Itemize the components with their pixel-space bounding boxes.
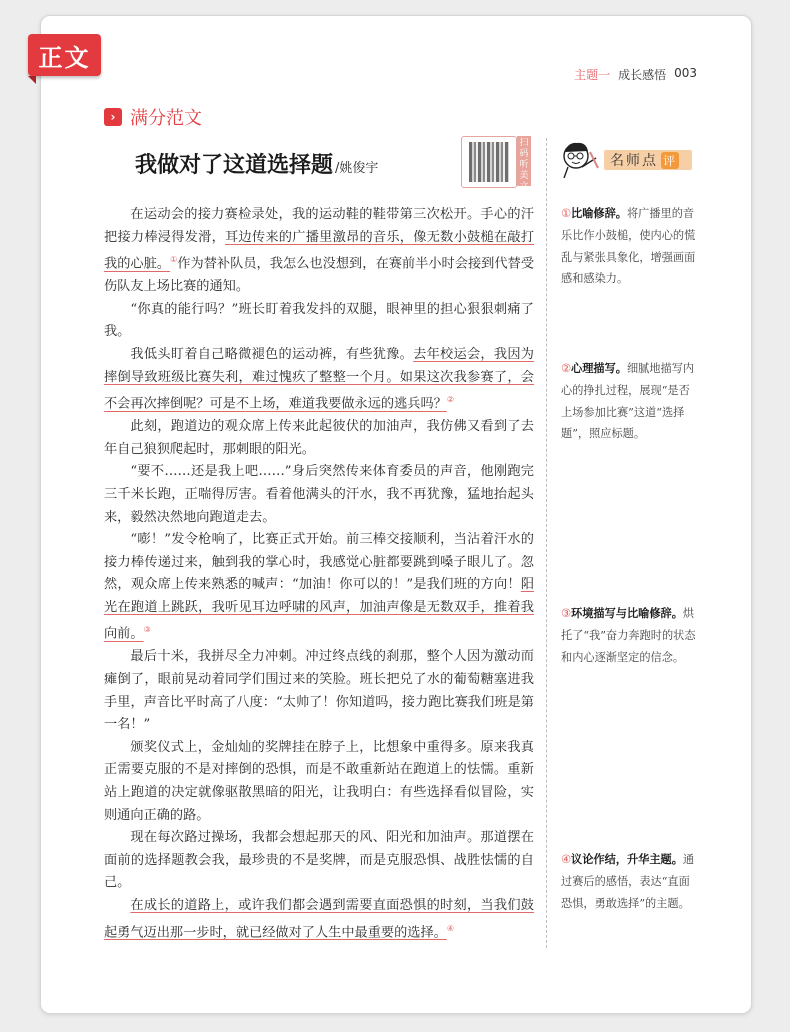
paragraph-text: “要不……还是我上吧……”身后突然传来体育委员的声音，他刚跑完三千米长跑，正喘得厉害。看着他满头的汗水，我不再犹豫，猛地抬起头来，毅然决然地向跑道走去。 (104, 464, 534, 525)
paragraph-text: 在运动会的接力赛检录处，我的运动鞋的鞋带第三次松开。手心的汗把接力棒浸得发滑， (104, 207, 534, 245)
section-tag: 正文 (28, 34, 101, 76)
essay-paragraph (104, 204, 534, 299)
qr-code[interactable] (461, 136, 517, 188)
note-1: ①比喻修辞。将广播里的音乐比作小鼓槌，使内心的慌乱与紧张具象化，增强画面感和感染力。 (561, 207, 696, 286)
section-heading (104, 104, 202, 130)
qr-code-icon (469, 142, 509, 182)
qr-side-label: 扫码听美文 (517, 136, 531, 186)
section-label: 满分范文 (130, 108, 202, 129)
paragraph-text: 颁奖仪式上，金灿灿的奖牌挂在脖子上，比想象中重得多。原来我真正需要克服的不是对摔倒的恐惧，而是不敢重新站在跑道上的怯懦。重新站上跑道的决定就像驱散黑暗的阳光，让我明白：有些选择看似冒险，实则通向正确的路。 (104, 739, 534, 823)
note-3: ③环境描写与比喻修辞。烘托了“我”奋力奔跑时的状态和内心逐渐坚定的信念。 (561, 607, 696, 664)
essay-author: /姚俊宇 (335, 161, 379, 176)
paragraph-text: 此刻，跑道边的观众席上传来此起彼伏的加油声，我仿佛又看到了去年自己狼狈爬起时，那刺眼的阳光。 (104, 419, 534, 457)
comment-badge: 评 (663, 153, 678, 168)
note-4: ④议论作结，升华主题。通过赛后的感悟，表达“直面恐惧，勇敢选择”的主题。 (561, 853, 695, 910)
essay-paragraph (104, 737, 534, 827)
essay-title-block (135, 148, 378, 179)
essay-body (104, 204, 534, 945)
annotated-sentence: 去年校运会，我因为摔倒导致班级比赛失利，难过愧疚了整整一个月。如果这次我参赛了，会不会再次摔倒呢？可是不上场，难道我要做永远的逃兵吗？ (104, 346, 534, 412)
running-head (574, 66, 697, 83)
annotation-marker: ④ (446, 923, 455, 933)
essay-paragraph (104, 299, 534, 344)
annotation-marker: ① (170, 255, 178, 265)
essay-paragraph (104, 461, 534, 529)
annotation-marker: ② (446, 395, 455, 405)
essay-paragraph (104, 827, 534, 895)
paragraph-text: “你真的能行吗？”班长盯着我发抖的双腿，眼神里的担心狠狠刺痛了我。 (104, 301, 534, 340)
essay-paragraph (104, 529, 534, 646)
note-2: ②心理描写。细腻地描写内心的挣扎过程，展现“是否上场参加比赛”这道“选择题”，照应标题。 (561, 362, 695, 441)
running-head-topic: 成长感悟 (618, 68, 667, 82)
column-divider (546, 138, 547, 948)
running-head-theme: 主题一 (574, 68, 611, 82)
teacher-icon (560, 138, 600, 180)
essay-paragraph (104, 344, 534, 416)
chevron-right-icon: › (104, 108, 122, 126)
paragraph-text: 最后十米，我拼尽全力冲刺。冲过终点线的刹那，整个人因为激动而瘫倒了，眼前晃动着同学们围过来的笑脸。班长把兑了水的葡萄糖塞进我手里，声音比平时高了八度：“太帅了！你知道吗，接力跑比赛我们班是第一名！” (104, 649, 534, 733)
teacher-comment-label: 名师点 评 (604, 150, 692, 170)
essay-title: 我做对了这道选择题 (135, 153, 334, 178)
page-number: 003 (674, 66, 697, 80)
teacher-comment-header (560, 138, 700, 182)
annotation-marker: ③ (143, 625, 151, 635)
essay-paragraph (104, 416, 534, 461)
paragraph-text: “嘭！”发令枪响了，比赛正式开始。前三棒交接顺利，当沾着汗水的接力棒传递过来，触到我的掌心时，我感觉心脏都要跳到嗓子眼儿了。忽然，观众席上传来熟悉的喊声：“加油！你可以的！”是我们班的方向！ (104, 532, 534, 593)
essay-paragraph (104, 895, 534, 945)
paragraph-text: 现在每次路过操场，我都会想起那天的风、阳光和加油声。那道摆在面前的选择题教会我，最珍贵的不是奖牌，而是克服恐惧、战胜怯懦的自己。 (104, 830, 534, 891)
tag-fold (28, 76, 36, 84)
annotated-sentence: 耳边传来的广播里激昂的音乐，像无数小鼓槌在敲打我的心脏。 (104, 229, 535, 272)
paragraph-text: 我低头盯着自己略微褪色的运动裤，有些犹豫。 (130, 346, 414, 362)
annotated-sentence: 阳光在跑道上跳跃，我听见耳边呼啸的风声，加油声像是无数双手，推着我向前。 (104, 577, 534, 642)
annotated-sentence: 在成长的道路上，或许我们都会遇到需要直面恐惧的时刻，当我们鼓起勇气迈出那一步时，就已经做对了人生中最重要的选择。 (104, 897, 534, 940)
paragraph-text: 作为替补队员，我怎么也没想到，在赛前半小时会接到代替受伤队友上场比赛的通知。 (104, 256, 535, 295)
essay-paragraph (104, 646, 534, 736)
